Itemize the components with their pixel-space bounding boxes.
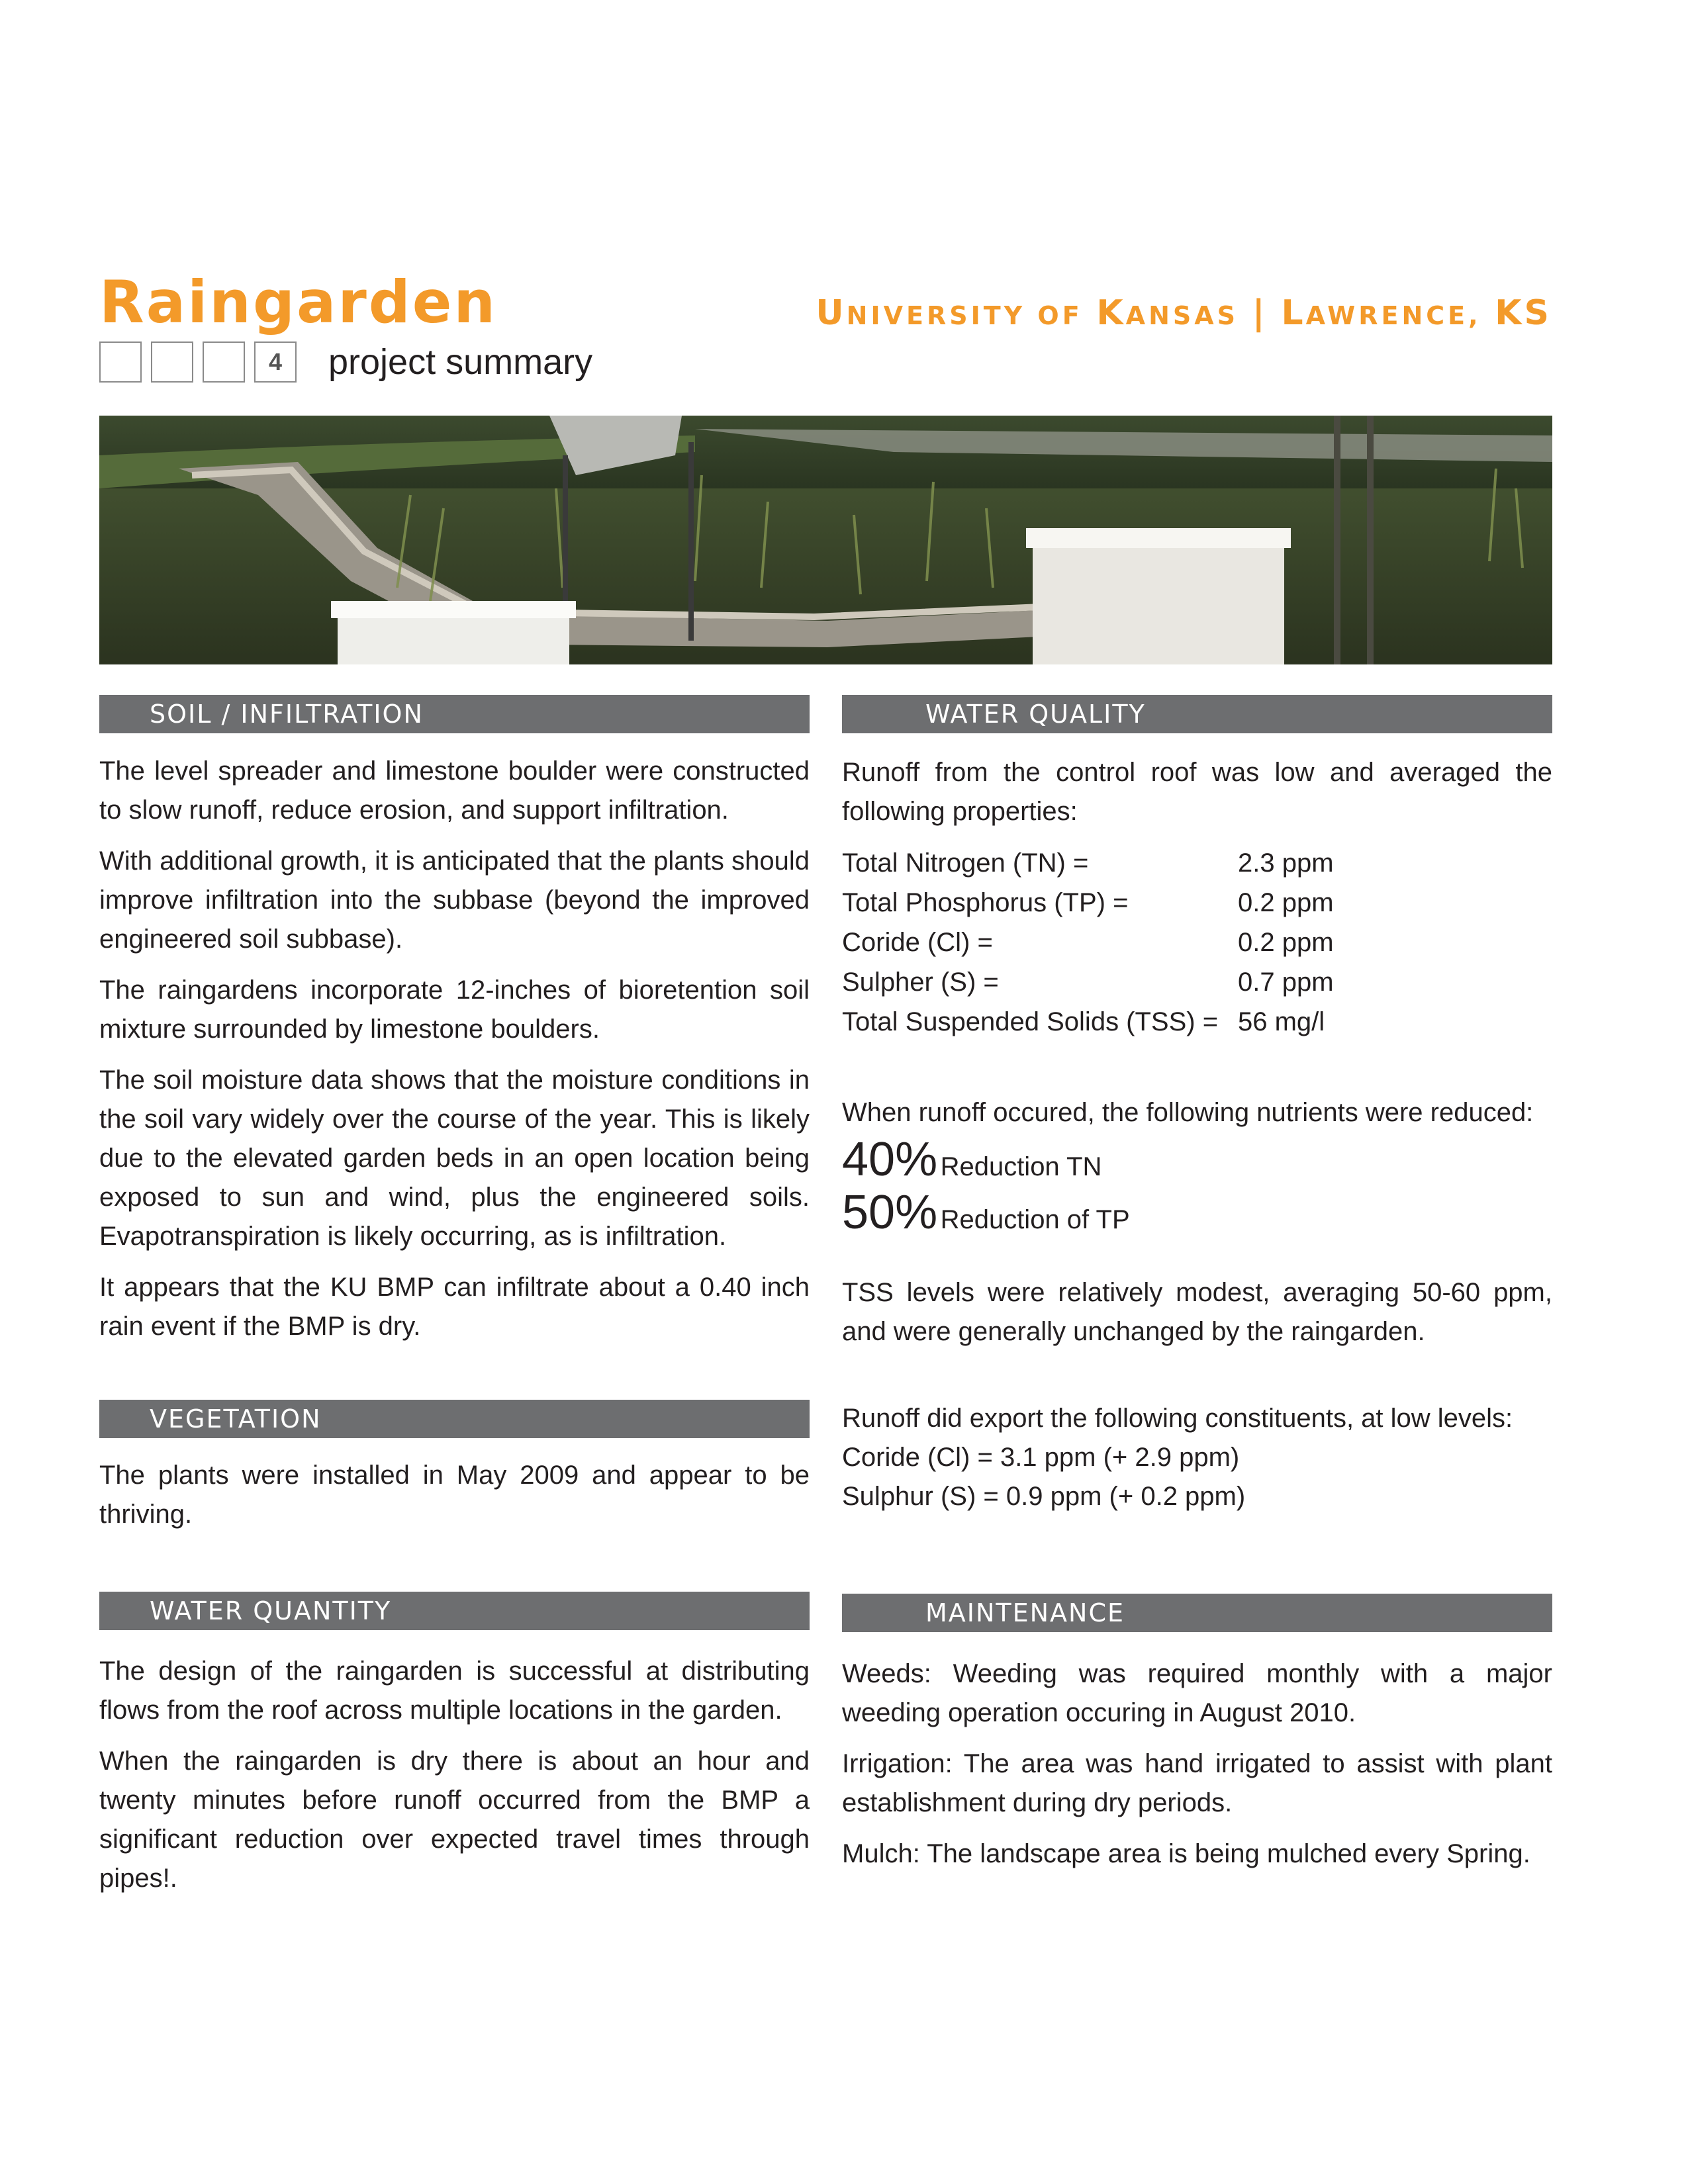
vegetation-paragraph: The plants were installed in May 2009 and appear to be thriving.: [99, 1461, 810, 1529]
page-title: Raingarden: [99, 268, 498, 336]
property-label: Coride (Cl) =: [842, 927, 993, 957]
section-header-vegetation: VEGETATION: [99, 1400, 810, 1438]
affil-k-rest: ANSAS: [1125, 301, 1239, 330]
property-row: [842, 1002, 1552, 1042]
property-value: 2.3 ppm: [1238, 848, 1334, 878]
property-value: 0.2 ppm: [1238, 927, 1334, 957]
reduction-label: Reduction of TP: [940, 1205, 1130, 1234]
quantity-paragraph: When the raingarden is dry there is about an hour and twenty minutes before runoff occurred from the BMP a significant reduction over expected travel times through pipes!.: [99, 1747, 810, 1893]
water-quality-section-body: [842, 753, 1552, 1042]
affil-l-rest: AWRENCE,: [1305, 301, 1481, 330]
number-box: [151, 341, 193, 383]
export-item: Sulphur (S) = 0.9 ppm (+ 0.2 ppm): [842, 1482, 1246, 1511]
affiliation: [816, 293, 1552, 333]
maintenance-paragraph: Weeds: Weeding was required monthly with a major weeding operation occuring in August 2010.: [842, 1659, 1552, 1727]
property-label: Total Suspended Solids (TSS) =: [842, 1007, 1219, 1036]
property-label: Total Nitrogen (TN) =: [842, 848, 1089, 878]
property-row: [842, 923, 1552, 962]
affil-k: K: [1096, 293, 1126, 333]
property-row: [842, 843, 1552, 883]
property-label: Total Phosphorus (TP) =: [842, 887, 1129, 917]
export-intro: Runoff did export the following constituents, at low levels:: [842, 1404, 1513, 1433]
reduction-item: [842, 1133, 1552, 1186]
number-box-current: 4: [254, 341, 297, 383]
soil-section-body: [99, 752, 810, 1358]
section-header-water-quantity: WATER QUANTITY: [99, 1592, 810, 1630]
soil-paragraph: It appears that the KU BMP can infiltrate about a 0.40 inch rain event if the BMP is dry.: [99, 1273, 810, 1341]
maintenance-paragraph: Mulch: The landscape area is being mulched every Spring.: [842, 1839, 1530, 1868]
number-box: [203, 341, 245, 383]
number-box: [99, 341, 142, 383]
maintenance-paragraph: Irrigation: The area was hand irrigated to assist with plant establishment during dry periods.: [842, 1749, 1552, 1817]
page-subtitle: project summary: [328, 342, 593, 382]
section-header-water-quality: WATER QUALITY: [842, 695, 1552, 733]
vegetation-section-body: [99, 1456, 810, 1546]
reduced-intro: When runoff occured, the following nutrients were reduced:: [842, 1098, 1534, 1127]
property-row: [842, 962, 1552, 1002]
export-item: Coride (Cl) = 3.1 ppm (+ 2.9 ppm): [842, 1443, 1240, 1472]
reduction-label: Reduction TN: [940, 1152, 1102, 1181]
property-label: Sulpher (S) =: [842, 967, 999, 997]
maintenance-section-body: [842, 1655, 1552, 1886]
quantity-paragraph: The design of the raingarden is successful at distributing flows from the roof across multiple locations in the garden.: [99, 1657, 810, 1725]
soil-paragraph: The level spreader and limestone boulder were constructed to slow runoff, reduce erosion, and support infiltration.: [99, 756, 810, 825]
water-quantity-section-body: [99, 1652, 810, 1910]
section-header-soil: SOIL / INFILTRATION: [99, 695, 810, 733]
property-value: 0.2 ppm: [1238, 887, 1334, 917]
affil-separator: |: [1252, 293, 1268, 333]
property-value: 56 mg/l: [1238, 1007, 1325, 1036]
soil-paragraph: With additional growth, it is anticipated that the plants should improve infiltration into the subbase (beyond the improved engineered soil subbase).: [99, 846, 810, 954]
number-boxes: [99, 341, 297, 383]
soil-paragraph: The soil moisture data shows that the moisture conditions in the soil vary widely over the course of the year. This is likely due to the elevated garden beds in an open location being exposed to sun and wind, plus the engineered soils. Evapotranspiration is likely occurring, as is infiltration.: [99, 1066, 810, 1251]
affil-u-rest: NIVERSITY OF: [846, 301, 1083, 330]
quality-intro: Runoff from the control roof was low and averaged the following properties:: [842, 758, 1552, 826]
property-row: [842, 883, 1552, 923]
section-header-maintenance: MAINTENANCE: [842, 1594, 1552, 1632]
property-value: 0.7 ppm: [1238, 967, 1334, 997]
soil-paragraph: The raingardens incorporate 12-inches of bioretention soil mixture surrounded by limestone boulders.: [99, 976, 810, 1044]
raingarden-photo: [99, 416, 1552, 664]
reduction-percent: 40%: [842, 1133, 938, 1186]
properties-table: [842, 843, 1552, 1042]
affil-l: L: [1281, 293, 1306, 333]
affil-state: KS: [1495, 293, 1552, 333]
tss-text: TSS levels were relatively modest, averaging 50-60 ppm, and were generally unchanged by the raingarden.: [842, 1278, 1552, 1346]
reduction-percent: 50%: [842, 1186, 938, 1239]
reduction-item: [842, 1186, 1552, 1239]
reductions-list: [842, 1133, 1552, 1239]
affil-u: U: [816, 293, 847, 333]
exports-block: [842, 1399, 1552, 1516]
tss-note: [842, 1273, 1552, 1363]
